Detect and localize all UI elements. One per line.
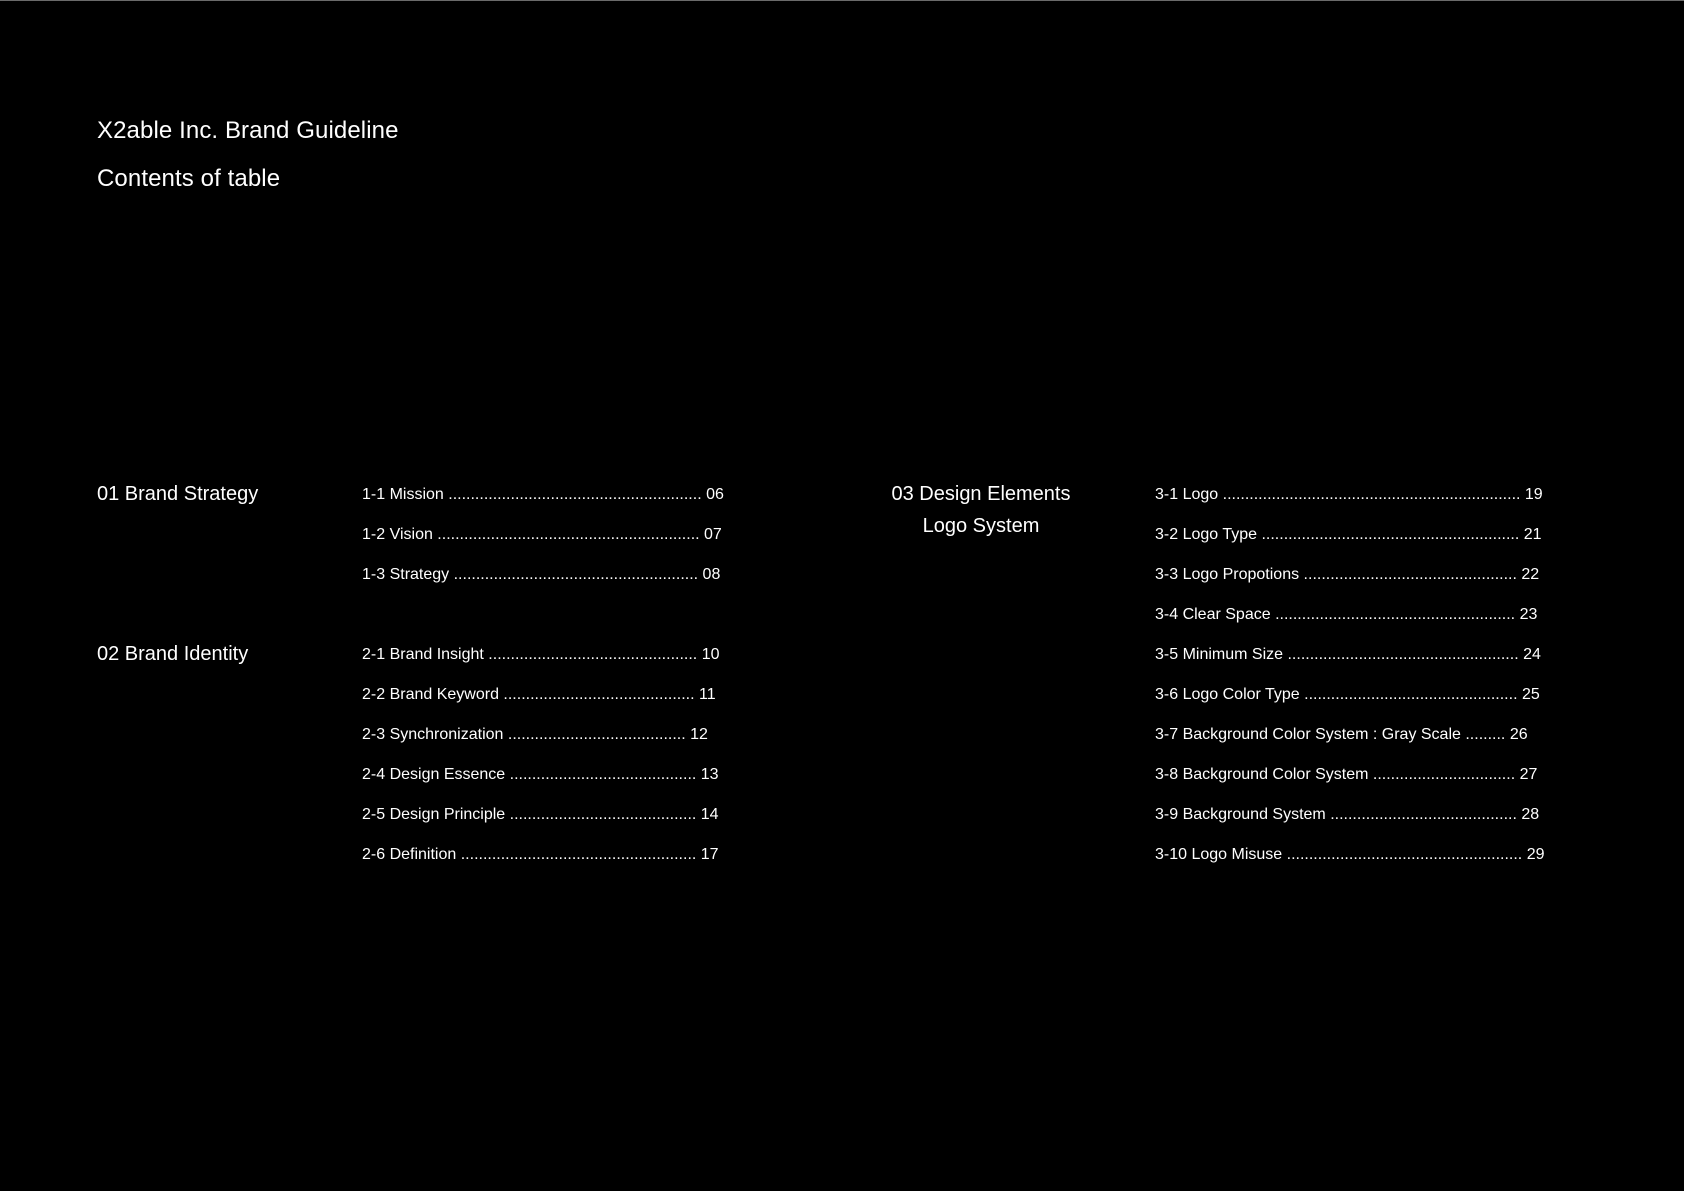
toc-item-logo-propotions[interactable] [1155, 564, 1545, 604]
toc-leader-dots: .......................................................... [1257, 526, 1524, 543]
section-title-line: 02 Brand Identity [97, 643, 249, 665]
toc-item-label: 1-2 Vision [362, 526, 433, 543]
toc-leader-dots: .................................................... [1283, 646, 1524, 663]
toc-page-number: 24 [1523, 646, 1541, 663]
toc-page-number: 25 [1521, 686, 1540, 703]
toc-page-number: 08 [702, 566, 721, 583]
toc-item-brand-keyword[interactable] [362, 684, 718, 724]
toc-leader-dots: ........................................................... [432, 526, 705, 543]
section-title-design-elements [886, 478, 1076, 542]
toc-page-number: 12 [690, 726, 708, 743]
toc-list-design-elements [1155, 484, 1545, 884]
toc-item-logo-type[interactable] [1155, 524, 1545, 564]
toc-page-number: 11 [699, 686, 716, 703]
toc-item-background-system[interactable] [1155, 804, 1545, 844]
toc-list-brand-strategy [362, 484, 724, 604]
top-border-rule [0, 0, 1684, 1]
toc-page-number: 21 [1523, 526, 1542, 543]
toc-item-definition[interactable] [362, 844, 718, 884]
document-subtitle: Contents of table [97, 164, 281, 192]
toc-leader-dots: ................................................ [1299, 566, 1522, 583]
toc-item-clear-space[interactable] [1155, 604, 1545, 644]
toc-leader-dots: ................................................ [1299, 686, 1522, 703]
toc-leader-dots: ......... [1460, 726, 1510, 743]
toc-item-logo[interactable] [1155, 484, 1545, 524]
toc-page-number: 17 [700, 846, 719, 863]
toc-item-label: 2-5 Design Principle [362, 806, 506, 823]
toc-item-label: 2-6 Definition [362, 846, 457, 863]
toc-leader-dots: ........................................... [498, 686, 700, 703]
toc-page-number: 22 [1521, 566, 1540, 583]
document-title: X2able Inc. Brand Guideline [97, 117, 399, 145]
toc-item-label: 2-3 Synchronization [362, 726, 504, 743]
toc-list-brand-identity [362, 644, 718, 884]
toc-leader-dots: ................................................................... [1218, 486, 1525, 503]
section-title-brand-strategy [97, 478, 258, 510]
toc-leader-dots: ........................................ [503, 726, 691, 743]
section-title-brand-identity [97, 638, 248, 670]
toc-item-background-color-system[interactable] [1155, 764, 1545, 804]
toc-item-mission[interactable] [362, 484, 724, 524]
toc-item-label: 1-3 Strategy [362, 566, 450, 583]
toc-leader-dots: .......................................... [505, 806, 701, 823]
toc-item-label: 3-4 Clear Space [1155, 606, 1271, 623]
toc-leader-dots: ............................................... [483, 646, 702, 663]
toc-leader-dots: ..................................................... [1282, 846, 1527, 863]
toc-item-label: 3-9 Background System [1155, 806, 1326, 823]
toc-leader-dots: ..................................................... [456, 846, 701, 863]
toc-item-label: 3-10 Logo Misuse [1155, 846, 1283, 863]
toc-leader-dots: ....................................................... [449, 566, 703, 583]
toc-page-number: 07 [704, 526, 722, 543]
toc-item-vision[interactable] [362, 524, 722, 564]
toc-item-label: 2-2 Brand Keyword [362, 686, 499, 703]
toc-leader-dots: ......................................................... [443, 486, 707, 503]
toc-page-number: 06 [706, 486, 724, 503]
toc-item-logo-color-type[interactable] [1155, 684, 1545, 724]
toc-page-number: 14 [700, 806, 719, 823]
toc-page-number: 29 [1526, 846, 1545, 863]
toc-item-label: 3-3 Logo Propotions [1155, 566, 1300, 583]
toc-item-brand-insight[interactable] [362, 644, 718, 684]
toc-item-label: 3-6 Logo Color Type [1155, 686, 1300, 703]
toc-page-number: 26 [1509, 726, 1528, 743]
toc-item-design-essence[interactable] [362, 764, 718, 804]
section-title-line: 01 Brand Strategy [97, 483, 259, 505]
toc-item-synchronization[interactable] [362, 724, 718, 764]
toc-item-minimum-size[interactable] [1155, 644, 1545, 684]
toc-item-label: 1-1 Mission [362, 486, 444, 503]
toc-page-number: 27 [1519, 766, 1538, 783]
toc-item-label: 3-7 Background Color System : Gray Scale [1155, 726, 1461, 743]
toc-leader-dots: ................................ [1368, 766, 1520, 783]
toc-item-background-color-gray-scale[interactable] [1155, 724, 1545, 764]
toc-leader-dots: .......................................... [505, 766, 701, 783]
toc-page-number: 19 [1524, 486, 1543, 503]
section-title-line: Logo System [922, 515, 1040, 537]
toc-item-label: 3-2 Logo Type [1155, 526, 1258, 543]
toc-leader-dots: ...................................................... [1270, 606, 1520, 623]
toc-item-strategy[interactable] [362, 564, 721, 604]
toc-page-number: 10 [701, 646, 720, 663]
toc-page-number: 23 [1519, 606, 1538, 623]
toc-item-design-principle[interactable] [362, 804, 718, 844]
toc-item-label: 3-5 Minimum Size [1155, 646, 1284, 663]
toc-item-label: 3-8 Background Color System [1155, 766, 1369, 783]
toc-page-number: 28 [1521, 806, 1540, 823]
toc-item-label: 3-1 Logo [1155, 486, 1219, 503]
toc-page-number: 13 [700, 766, 719, 783]
toc-item-logo-misuse[interactable] [1155, 844, 1545, 884]
toc-leader-dots: .......................................... [1325, 806, 1522, 823]
section-title-line: 03 Design Elements [891, 483, 1071, 505]
toc-item-label: 2-4 Design Essence [362, 766, 506, 783]
toc-item-label: 2-1 Brand Insight [362, 646, 484, 663]
